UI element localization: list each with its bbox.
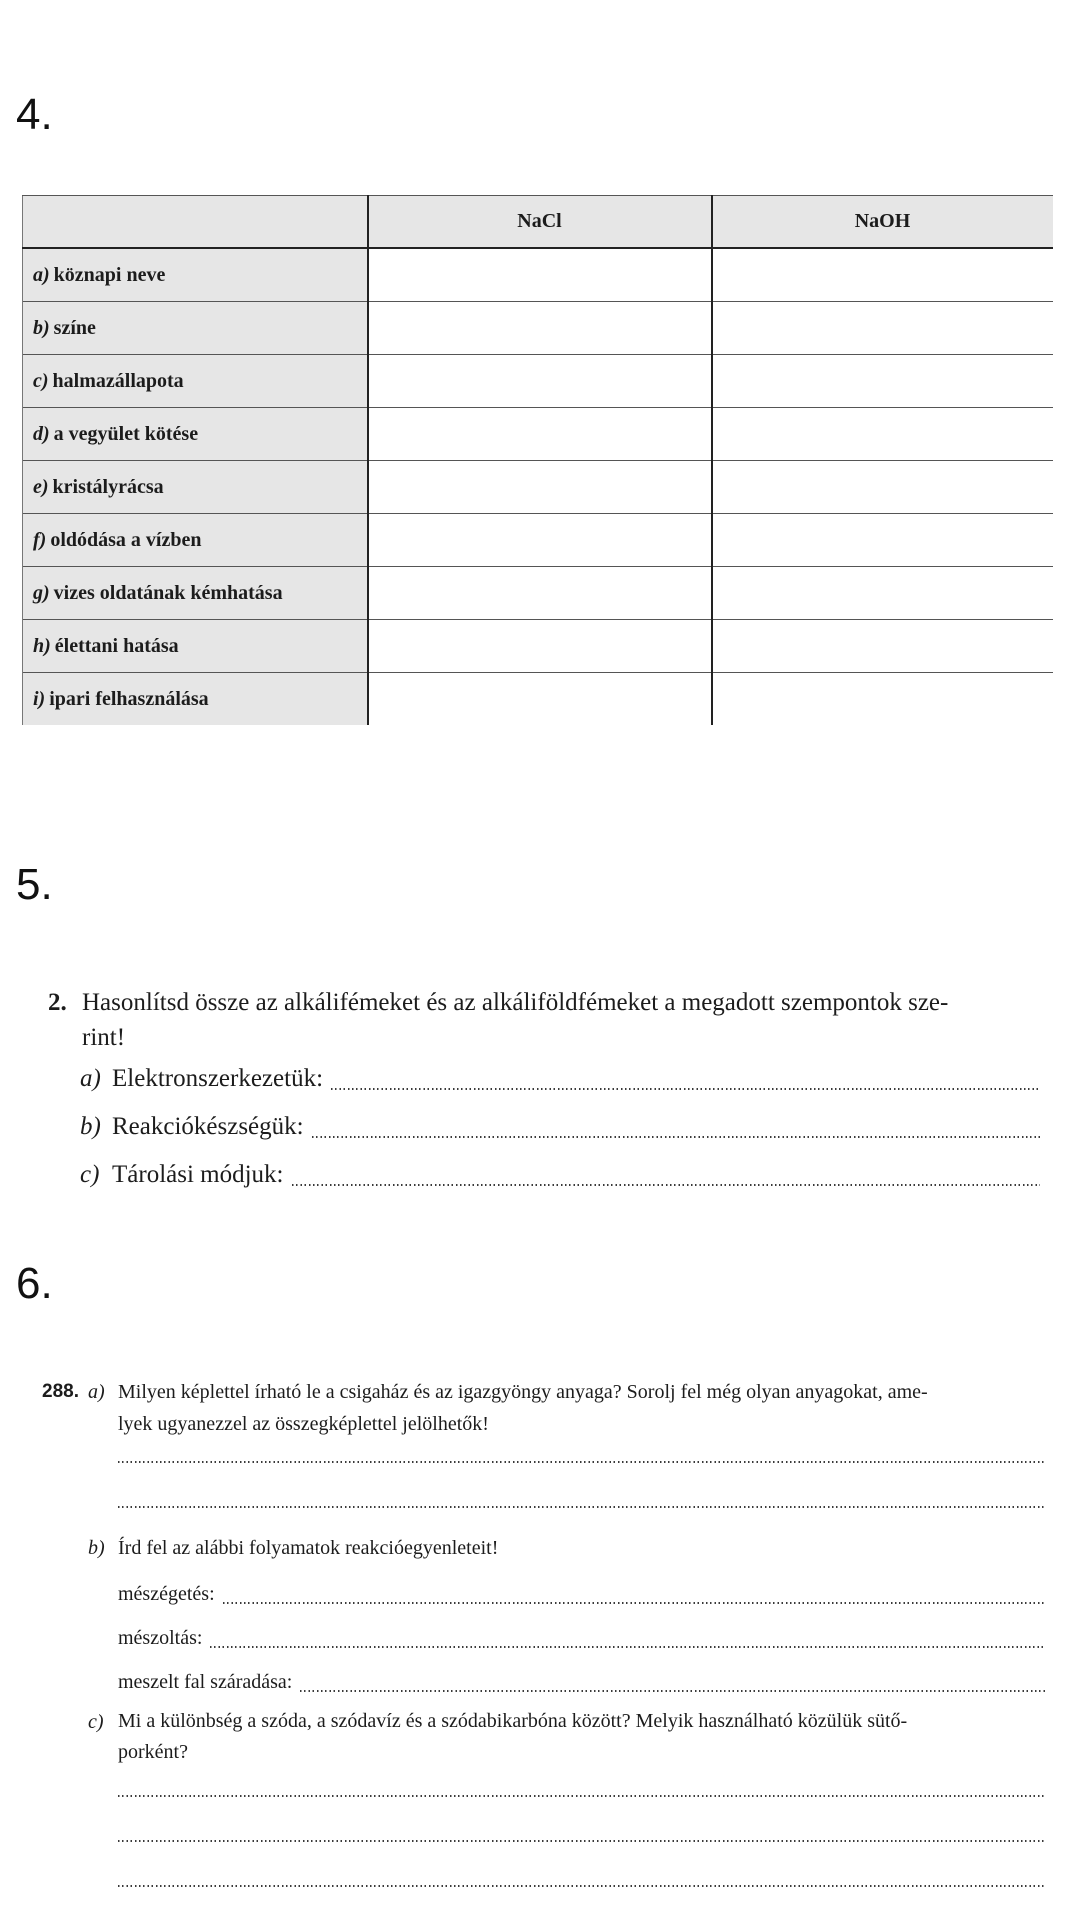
answer-dotted-line xyxy=(118,1506,1046,1508)
nacl-answer-cell xyxy=(368,461,712,514)
table-row xyxy=(23,408,1053,461)
row-label xyxy=(23,302,368,355)
nacl-answer-cell xyxy=(368,302,712,355)
comparison-table-body xyxy=(23,248,1053,725)
exercise-288-part-c xyxy=(88,1706,1048,1768)
row-label xyxy=(23,355,368,408)
section-4-heading: 4. xyxy=(16,90,53,139)
row-letter: c) xyxy=(33,369,49,392)
answer-dotted-line xyxy=(118,1461,1046,1463)
naoh-answer-cell xyxy=(712,355,1053,408)
row-letter: h) xyxy=(33,634,51,657)
exercise-2-prompt-line1: Hasonlítsd össze az alkálifémeket és az alkáliföldfémeket a megadott szempontok sze- xyxy=(82,989,949,1016)
row-label-text: élettani hatása xyxy=(54,634,179,657)
item-letter: c) xyxy=(80,1161,100,1188)
item-label: Elektronszerkezetük: xyxy=(112,1065,324,1092)
table-row xyxy=(23,248,1053,302)
exercise-2-number: 2. xyxy=(48,989,67,1016)
row-letter: d) xyxy=(33,422,50,445)
nacl-answer-cell xyxy=(368,514,712,567)
answer-dotted-line xyxy=(331,1088,1040,1090)
exercise-288-number: 288. xyxy=(42,1381,79,1402)
row-letter: i) xyxy=(33,687,46,710)
exercise-2 xyxy=(48,985,1048,1055)
exercise-2-items xyxy=(80,1061,1040,1191)
answer-dotted-line xyxy=(312,1136,1040,1138)
part-c-letter: c) xyxy=(88,1711,104,1733)
row-label-text: színe xyxy=(53,316,96,339)
row-letter: f) xyxy=(33,528,47,551)
row-label xyxy=(23,408,368,461)
part-b-letter: b) xyxy=(88,1537,105,1559)
table-row xyxy=(23,302,1053,355)
naoh-answer-cell xyxy=(712,514,1053,567)
answer-dotted-line xyxy=(118,1840,1046,1842)
answer-item xyxy=(118,1578,1046,1608)
part-a-prompt-line2: lyek ugyanezzel az összegképlettel jelölhetők! xyxy=(118,1413,489,1435)
naoh-answer-cell xyxy=(712,620,1053,673)
part-c-prompt xyxy=(118,1706,907,1768)
answer-dotted-line xyxy=(223,1602,1046,1604)
row-label xyxy=(23,673,368,726)
row-label-text: oldódása a vízben xyxy=(50,528,202,551)
row-label xyxy=(23,620,368,673)
part-c-prompt-line2: porként? xyxy=(118,1741,188,1763)
item-label: meszelt fal száradása: xyxy=(118,1671,293,1693)
exercise-2-prompt xyxy=(82,985,948,1055)
table-row xyxy=(23,567,1053,620)
item-letter: b) xyxy=(80,1113,101,1140)
part-b-items xyxy=(118,1578,1046,1696)
part-b-prompt: Írd fel az alábbi folyamatok reakcióegyenleteit! xyxy=(118,1537,499,1559)
answer-dotted-line xyxy=(118,1885,1046,1887)
row-label-text: ipari felhasználása xyxy=(49,687,209,710)
section-5-heading: 5. xyxy=(16,860,53,909)
row-label xyxy=(23,461,368,514)
item-label: mészoltás: xyxy=(118,1627,203,1649)
table-row xyxy=(23,673,1053,726)
nacl-answer-cell xyxy=(368,620,712,673)
row-letter: e) xyxy=(33,475,49,498)
exercise-2-prompt-line2: rint! xyxy=(82,1024,126,1051)
naoh-answer-cell xyxy=(712,408,1053,461)
nacl-answer-cell xyxy=(368,248,712,302)
naoh-answer-cell xyxy=(712,302,1053,355)
part-a-letter: a) xyxy=(88,1381,105,1403)
table-row xyxy=(23,620,1053,673)
table-row xyxy=(23,461,1053,514)
answer-item xyxy=(80,1157,1040,1191)
nacl-answer-cell xyxy=(368,673,712,726)
item-letter: a) xyxy=(80,1065,101,1092)
naoh-answer-cell xyxy=(712,461,1053,514)
row-letter: a) xyxy=(33,263,50,286)
nacl-answer-cell xyxy=(368,355,712,408)
nacl-answer-cell xyxy=(368,567,712,620)
part-c-prompt-line1: Mi a különbség a szóda, a szódavíz és a szódabikarbóna között? Melyik használható közülük sütő- xyxy=(118,1710,908,1732)
part-a-prompt-line1: Milyen képlettel írható le a csigaház és az igazgyöngy anyaga? Sorolj fel még olyan anyagokat, ame- xyxy=(118,1381,928,1403)
row-letter: b) xyxy=(33,316,50,339)
answer-item xyxy=(80,1109,1040,1143)
row-label-text: kristályrácsa xyxy=(52,475,164,498)
exercise-288-part-a xyxy=(42,1376,1048,1440)
row-label-text: a vegyület kötése xyxy=(53,422,199,445)
comparison-table xyxy=(22,195,1053,725)
item-label: Reakciókészségük: xyxy=(112,1113,304,1140)
naoh-answer-cell xyxy=(712,248,1053,302)
table-header-nacl: NaCl xyxy=(368,196,712,249)
answer-item xyxy=(118,1622,1046,1652)
row-label xyxy=(23,514,368,567)
item-label: mészégetés: xyxy=(118,1583,215,1605)
item-label: Tárolási módjuk: xyxy=(112,1161,284,1188)
answer-dotted-line xyxy=(118,1795,1046,1797)
answer-dotted-line xyxy=(292,1184,1041,1186)
part-a-prompt xyxy=(118,1376,928,1440)
row-label xyxy=(23,567,368,620)
row-letter: g) xyxy=(33,581,50,604)
table-header-naoh: NaOH xyxy=(712,196,1053,249)
answer-dotted-line xyxy=(210,1646,1046,1648)
section-6-heading: 6. xyxy=(16,1259,53,1308)
row-label-text: köznapi neve xyxy=(53,263,166,286)
row-label-text: vizes oldatának kémhatása xyxy=(53,581,283,604)
table-corner-cell xyxy=(23,196,368,249)
row-label-text: halmazállapota xyxy=(52,369,184,392)
exercise-288-part-b xyxy=(88,1532,1048,1564)
answer-item xyxy=(118,1666,1046,1696)
table-row xyxy=(23,514,1053,567)
table-header-row xyxy=(23,196,1053,249)
answer-item xyxy=(80,1061,1040,1095)
table-row xyxy=(23,355,1053,408)
nacl-answer-cell xyxy=(368,408,712,461)
naoh-answer-cell xyxy=(712,567,1053,620)
row-label xyxy=(23,248,368,302)
answer-dotted-line xyxy=(300,1690,1046,1692)
naoh-answer-cell xyxy=(712,673,1053,726)
